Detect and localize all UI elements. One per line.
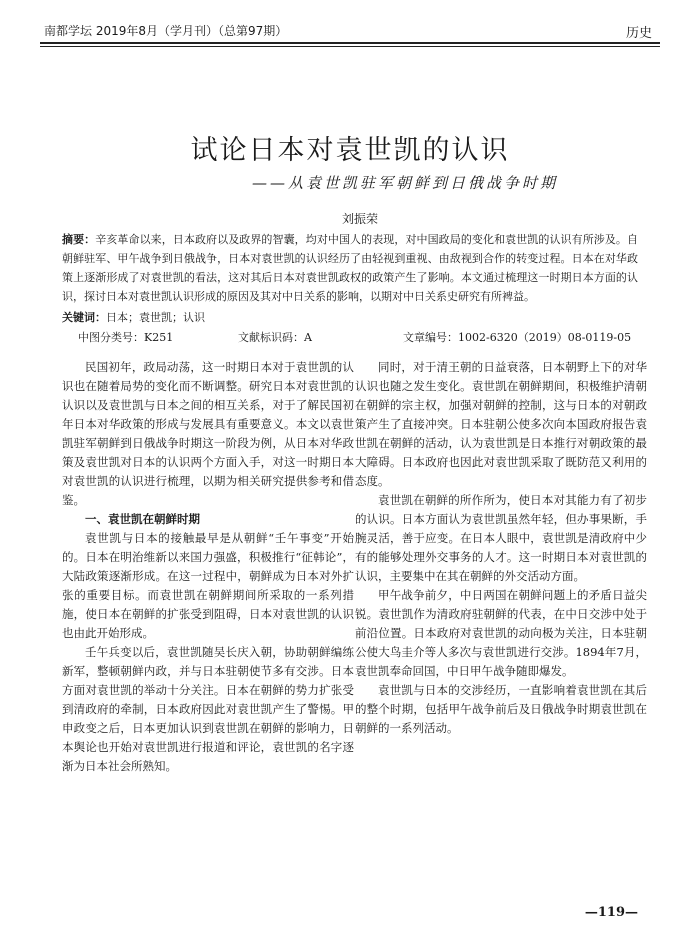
abstract-text: 辛亥革命以来，日本政府以及政界的智囊，均对中国人的表现，对中国政局的变化和袁世凯的认识有所涉及。自朝鲜驻军、甲午战争到日俄战争，日本对袁世凯的认识经历了由轻视到重视、由敌视到合作的转变过程。日本在对华政策上逐渐形成了对袁世凯的看法，这对其后日本对袁世凯政权的政策产生了影响。本文通过梳理这一时期日本方面的认识，探讨日本对袁世凯认识形成的原因及其对中日关系的影响，以期对中日关系史研究有所裨益。	[62, 233, 639, 303]
body-paragraph: 袁世凯与日本的交涉经历，一直影响着袁世凯在其后的整个时期，包括甲午战争前后及日俄战争时期袁世凯在朝鲜的一系列活动。	[355, 683, 647, 735]
keywords-text: 日本；袁世凯；认识	[106, 311, 205, 324]
keywords	[62, 309, 638, 325]
section-heading: 一、袁世凯在朝鲜时期	[85, 512, 200, 526]
abstract	[62, 230, 638, 306]
clc-number: 中图分类号：K251	[78, 331, 174, 344]
article-number: 文章编号：1002-6320（2019）08-0119-05	[403, 331, 632, 344]
classification-line	[78, 329, 638, 345]
body-paragraph: 同时，对于清王朝的日益衰落，日本朝野上下的对华认识也随之发生变化。袁世凯在朝鲜期间，积极维护清朝在朝鲜的宗主权，加强对朝鲜的控制，这与日本的对朝政策产生了直接冲突。日本驻朝公使多次向本国政府报告袁世凯在朝鲜的活动，认为袁世凯是日本推行对朝政策的最大障碍。日本政府也因此对袁世凯采取了既防范又利用的态度。	[355, 360, 647, 488]
header-rule-thin	[40, 46, 660, 47]
left-column	[62, 358, 354, 776]
keywords-label: 关键词：	[62, 311, 106, 324]
body-paragraph: 甲午战争前夕，中日两国在朝鲜问题上的矛盾日益尖锐。袁世凯作为清政府驻朝鲜的代表，在中日交涉中处于前沿位置。日本政府对袁世凯的动向极为关注，日本驻朝公使大鸟圭介等人多次与袁世凯进行交涉。1894年7月，袁世凯奉命回国，中日甲午战争随即爆发。	[355, 588, 647, 678]
abstract-label: 摘要：	[62, 233, 96, 246]
right-column	[355, 358, 647, 738]
document-code: 文献标识码：A	[238, 331, 312, 344]
body-paragraph: 壬午兵变以后，袁世凯随吴长庆入朝，协助朝鲜编练新军，整顿朝鲜内政，并与日本驻朝使节多有交涉。日本方面对袁世凯的举动十分关注。日本在朝鲜的势力扩张受到清政府的牵制，日本政府因此对袁世凯产生了警惕。甲申政变之后，日本更加认识到袁世凯在朝鲜的影响力，日本舆论也开始对袁世凯进行报道和评论，袁世凯的名字逐渐为日本社会所熟知。	[62, 645, 354, 773]
header-rule	[40, 42, 660, 44]
intro-paragraph: 民国初年，政局动荡，这一时期日本对于袁世凯的认识也在随着局势的变化而不断调整。研究日本对袁世凯的认识以及袁世凯与日本之间的相互关系，对于了解民国初年日本对华政策的形成与发展具有重要意义。本文以袁世凯驻军朝鲜到日俄战争时期这一阶段为例，从日本对华政策及袁世凯对日本的认识两个方面入手，对这一时期日本对袁世凯的认识进行梳理，以期为相关研究提供参考和借鉴。	[62, 360, 354, 507]
article-author: 刘振荣	[341, 212, 378, 226]
article-title: 试论日本对袁世凯的认识	[190, 135, 510, 166]
journal-header: 南都学坛 2019年8月（学月刊）（总第97期）	[44, 24, 288, 38]
article-subtitle: ——从袁世凯驻军朝鲜到日俄战争时期	[251, 174, 558, 192]
page-number: —119—	[584, 905, 638, 920]
body-paragraph: 袁世凯与日本的接触最早是从朝鲜“壬午事变”开始的。日本在明治维新以来国力强盛，积极推行“征韩论”，大陆政策逐渐形成。在这一过程中，朝鲜成为日本对外扩张的重要目标。而袁世凯在朝鲜期间所采取的一系列措施，使日本在朝鲜的扩张受到阻碍，日本对袁世凯的认识也由此开始形成。	[62, 531, 354, 640]
section-label: 历史	[625, 26, 652, 41]
body-paragraph: 袁世凯在朝鲜的所作所为，使日本对其能力有了初步的认识。日本方面认为袁世凯虽然年轻，但办事果断，手腕灵活，善于应变。在日本人眼中，袁世凯是清政府中少有的能够处理外交事务的人才。这一时期日本对袁世凯的认识，主要集中在其在朝鲜的外交活动方面。	[355, 493, 647, 583]
